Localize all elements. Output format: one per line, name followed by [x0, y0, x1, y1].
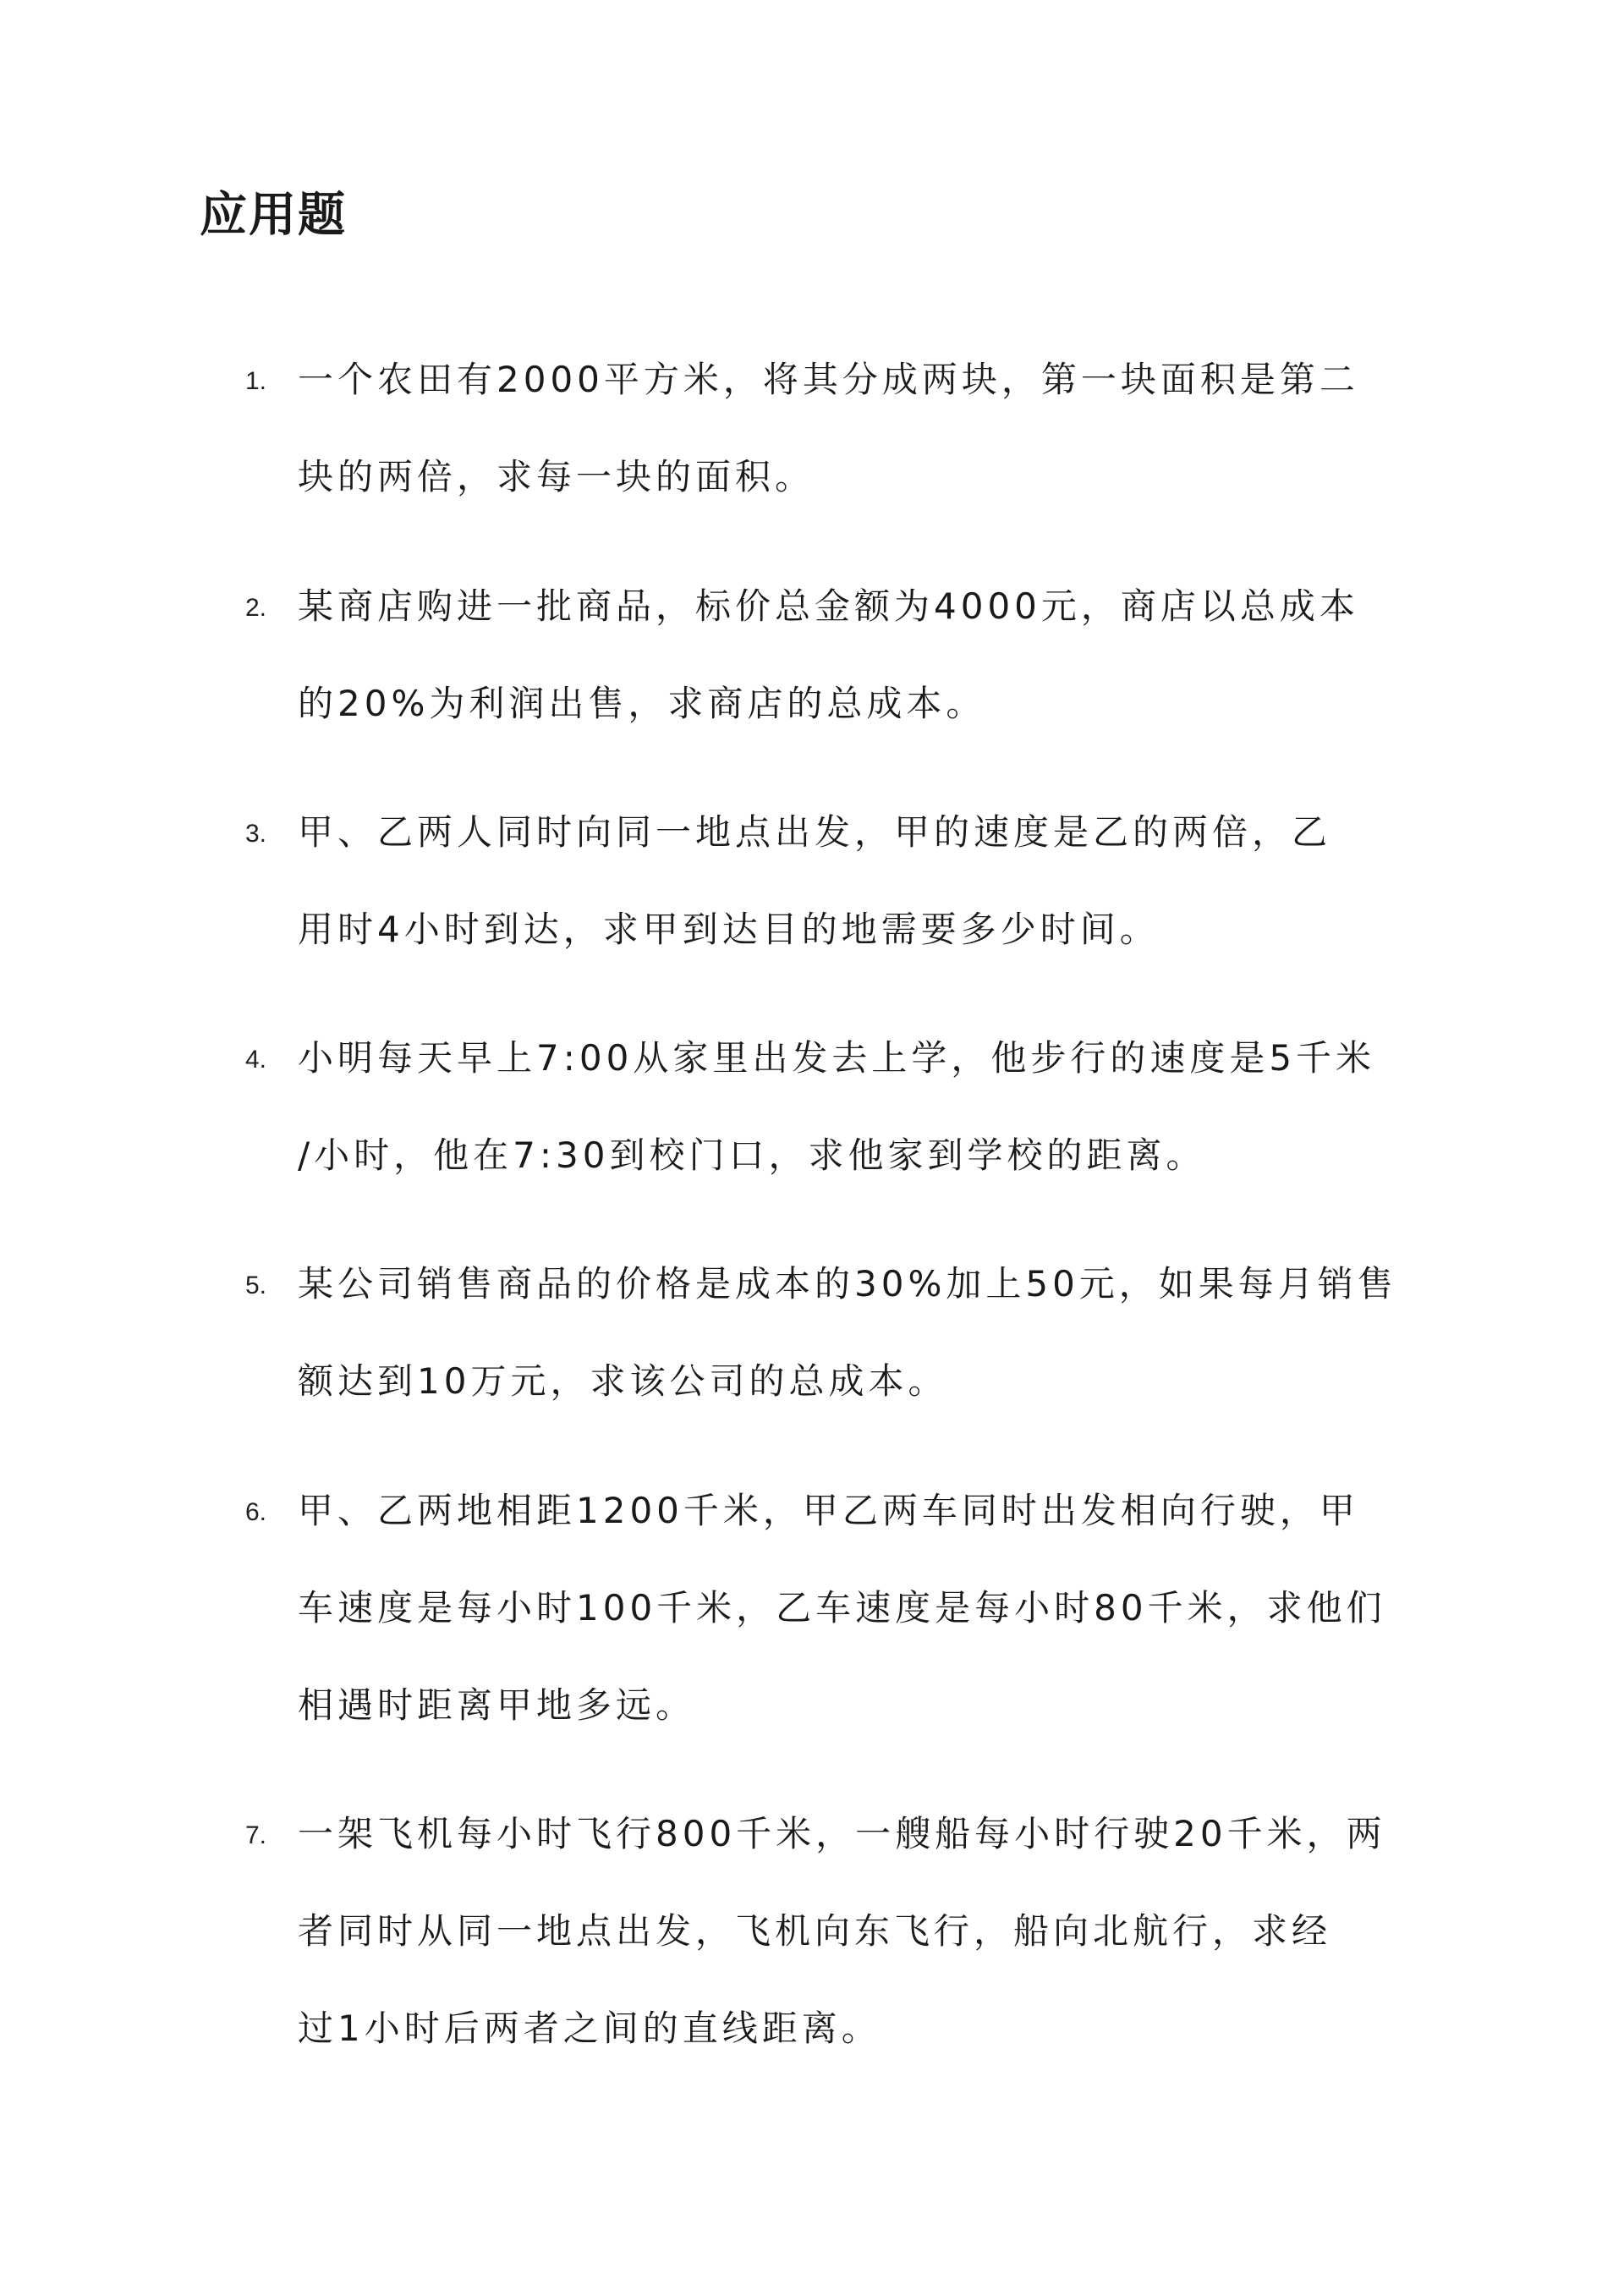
- problem-text-line: 一个农田有2000平方米，将其分成两块，第一块面积是第二: [298, 359, 1359, 400]
- problem-text-line: 一架飞机每小时飞行800千米，一艘船每小时行驶20千米，两: [298, 1813, 1386, 1854]
- problem-text-line: 甲、乙两人同时向同一地点出发，甲的速度是乙的两倍，乙: [298, 811, 1332, 853]
- problem-text-line: /小时，他在7:30到校门口，求他家到学校的距离。: [298, 1134, 1206, 1176]
- problem-number: 5.: [245, 1272, 267, 1299]
- problem-text-line: 额达到10万元，求该公司的总成本。: [298, 1360, 948, 1402]
- problem-text-line: 甲、乙两地相距1200千米，甲乙两车同时出发相向行驶，甲: [298, 1490, 1359, 1531]
- problem-number: 3.: [245, 820, 267, 848]
- problem-text-line: 块的两倍，求每一块的面积。: [298, 456, 815, 497]
- problem-text-line: 用时4小时到达，求甲到达目的地需要多少时间。: [298, 909, 1160, 950]
- problem-text-line: 的20%为利润出售，求商店的总成本。: [298, 683, 986, 724]
- problem-text-line: 相遇时距离甲地多远。: [298, 1684, 696, 1726]
- problem-number: 1.: [245, 367, 267, 395]
- problem-number: 6.: [245, 1498, 267, 1526]
- page-title: 应用题: [200, 187, 347, 243]
- problem-number: 7.: [245, 1821, 267, 1849]
- problem-text-line: 车速度是每小时100千米，乙车速度是每小时80千米，求他们: [298, 1587, 1386, 1629]
- problem-text-line: 者同时从同一地点出发，飞机向东飞行，船向北航行，求经: [298, 1910, 1332, 1952]
- problem-text-line: 小明每天早上7:00从家里出发去上学，他步行的速度是5千米: [298, 1037, 1376, 1079]
- problem-text-line: 某商店购进一批商品，标价总金额为4000元，商店以总成本: [298, 585, 1359, 627]
- problem-text-line: 过1小时后两者之间的直线距离。: [298, 2008, 881, 2049]
- problem-number: 4.: [245, 1046, 267, 1074]
- problem-number: 2.: [245, 594, 267, 622]
- problem-text-line: 某公司销售商品的价格是成本的30%加上50元，如果每月销售: [298, 1263, 1397, 1305]
